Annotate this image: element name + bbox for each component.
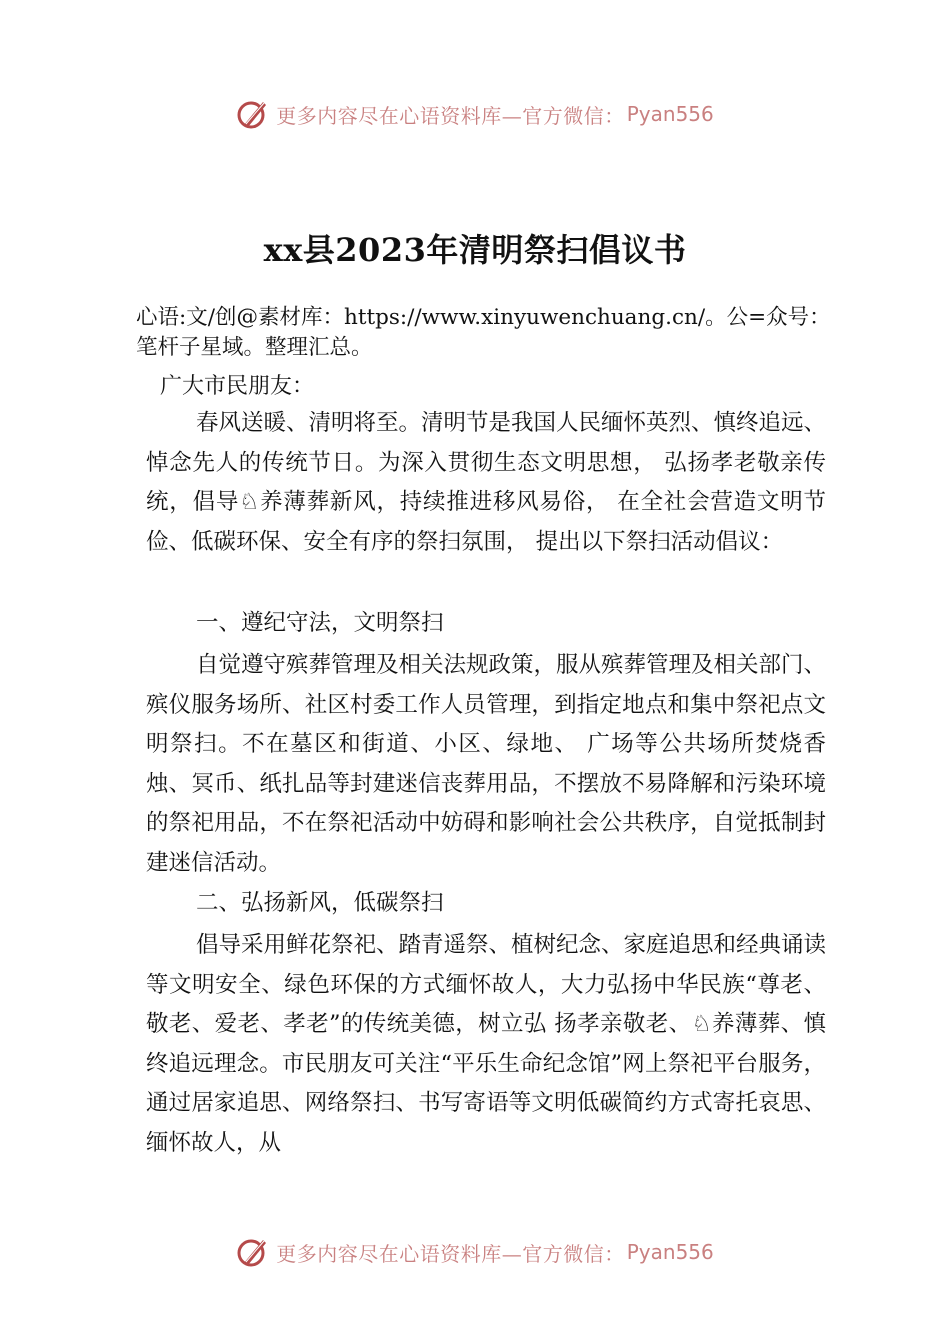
body-paragraph-intro: 春风送暖、清明将至。清明节是我国人民缅怀英烈、慎终追远、悼念先人的传统节日。为深入贯彻生态文明思想， 弘扬孝老敬亲传统，倡导♘养薄葬新风，持续推进移风易俗， 在全社会营造文明节俭、低碳环保、安全有序的祭扫氛围， 提出以下祭扫活动倡议： (146, 410, 827, 555)
section-heading-2: 二、弘扬新风，低碳祭扫 (196, 890, 444, 916)
section-heading-1: 一、遵纪守法，文明祭扫 (196, 610, 444, 636)
document-title: xx县2023年清明祭扫倡议书 (263, 231, 687, 270)
body-paragraph-section-2: 倡导采用鲜花祭祀、踏青遥祭、植树纪念、家庭追思和经典诵读等文明安全、绿色环保的方式缅怀故人，大力弘扬中华民族“尊老、敬老、爱老、孝老”的传统美德，树立弘 扬孝亲敬老、♘养薄葬、慎终追远理念。市民朋友可关注“平乐生命纪念馆”网上祭祀平台服务，通过居家追思、网络祭扫、书写寄语等文明低碳简约方式寄托哀思、缅怀故人，从 (146, 932, 827, 1156)
body-paragraph-section-1: 自觉遵守殡葬管理及相关法规政策，服从殡葬管理及相关部门、殡仪服务场所、社区村委工作人员管理，到指定地点和集中祭祀点文明祭扫。不在墓区和街道、小区、绿地、 广场等公共场所焚烧香烛、冥币、纸扎品等封建迷信丧葬用品，不摆放不易降解和污染环境的祭祀用品，不在祭祀活动中妨碍和影响社会公共秩序，自觉抵制封建迷信活动。 (146, 652, 827, 876)
quill-logo-icon (236, 97, 270, 131)
banner-wechat-id: Pyan556 (626, 102, 714, 126)
banner-text: 更多内容尽在心语资料库—官方微信： (276, 1241, 625, 1266)
banner-wechat-id: Pyan556 (626, 1240, 714, 1264)
salutation: 广大市民朋友： (160, 374, 315, 399)
watermark-banner-bottom (0, 1232, 950, 1272)
banner-text: 更多内容尽在心语资料库—官方微信： (276, 103, 625, 128)
source-note: 心语:文/创@素材库：https://www.xinyuwenchuang.cn/。公=众号：笔杆子星域。整理汇总。 (136, 305, 831, 360)
quill-logo-icon (236, 1235, 270, 1269)
watermark-banner-top (0, 94, 950, 134)
